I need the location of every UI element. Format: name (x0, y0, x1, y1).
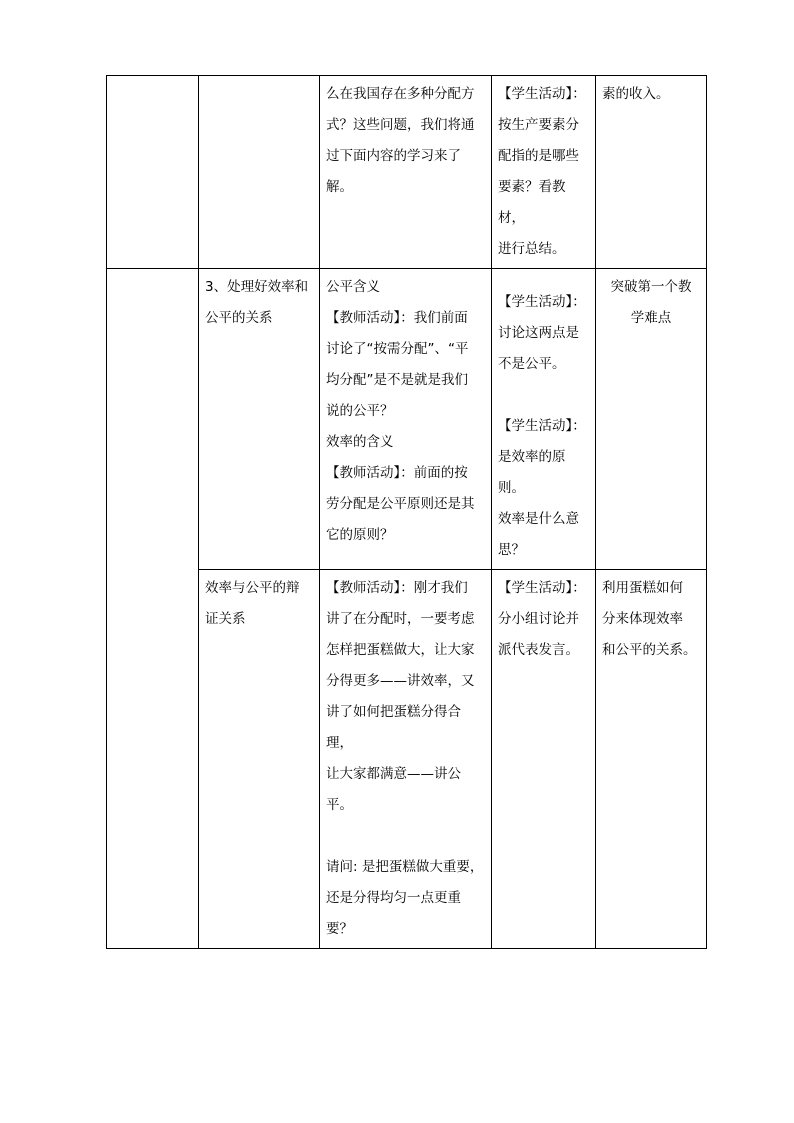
text-line: 【学生活动】： (498, 418, 586, 434)
student-activity-cell (492, 269, 596, 570)
text-line: 要？ (326, 921, 353, 937)
lesson-plan-table (106, 75, 707, 949)
text-line: 【教师活动】：前面的按 (326, 465, 468, 481)
content-cell (320, 76, 492, 269)
text-line: 突破第一个教 (610, 279, 692, 295)
text-line: 效率是什么意 (498, 511, 579, 527)
text-line: 式？这些问题，我们将通 (326, 117, 475, 133)
design-intent-cell (596, 570, 707, 949)
text-line: 【教师活动】：刚才我们 (326, 580, 468, 596)
text-line: 进行总结。 (498, 241, 566, 257)
text-line: 学难点 (630, 310, 672, 326)
step-cell (199, 570, 320, 949)
text-line: 是效率的原则。 (498, 449, 566, 496)
text-line: 配指的是哪些 (498, 148, 579, 164)
table-row (107, 269, 707, 570)
text-line: 它的原则？ (326, 527, 394, 543)
step-cell (199, 269, 320, 570)
student-activity-cell (492, 570, 596, 949)
content-cell (320, 570, 492, 949)
design-intent-cell (596, 269, 707, 570)
text-line: 素的收入。 (602, 86, 670, 102)
text-line: 过下面内容的学习来了解。 (326, 148, 461, 195)
text-line: 讲了如何把蛋糕分得合理， (326, 704, 461, 751)
text-line: 么在我国存在多种分配方 (326, 86, 475, 102)
text-line: 不是公平。 (498, 356, 566, 372)
text-line: 讲了在分配时，一要考虑 (326, 611, 475, 627)
spacer (498, 380, 589, 411)
student-activity-cell (492, 76, 596, 269)
text-line: 要素？看教材， (498, 179, 566, 226)
text-line: 分小组讨论并 (498, 611, 579, 627)
step-cell (199, 76, 320, 269)
text-line: 还是分得均匀一点更重 (326, 890, 461, 906)
design-intent-cell (596, 76, 707, 269)
text-line: 思？ (498, 542, 525, 558)
text-line: 派代表发言。 (498, 642, 579, 658)
text-line: 公平含义 (326, 279, 380, 295)
text-line: 按生产要素分 (498, 117, 579, 133)
spacer (326, 821, 485, 852)
text-line: 怎样把蛋糕做大，让大家 (326, 642, 475, 658)
text-line: 和公平的关系。 (602, 642, 697, 658)
text-line: 【教师活动】：我们前面 (326, 310, 468, 326)
text-line: 讨论这两点是 (498, 325, 579, 341)
text-line: 公平的关系 (205, 310, 273, 326)
text-line: 【学生活动】： (498, 86, 586, 102)
text-line: 【学生活动】： (498, 580, 586, 596)
text-line: 分来体现效率 (602, 611, 683, 627)
text-line: 说的公平？ (326, 403, 394, 419)
text-line: 效率的含义 (326, 434, 394, 450)
text-line: 证关系 (205, 611, 246, 627)
text-line: 利用蛋糕如何 (602, 580, 683, 596)
text-line: 分得更多——讲效率，又 (326, 673, 475, 689)
text-line: 【学生活动】： (498, 294, 586, 310)
text-line: 均分配”是不是就是我们 (326, 372, 468, 388)
content-cell (320, 269, 492, 570)
text-line: 劳分配是公平原则还是其 (326, 496, 475, 512)
segment-cell (107, 269, 199, 949)
text-line: 3、处理好效率和 (205, 279, 309, 295)
segment-cell (107, 76, 199, 269)
text-line: 让大家都满意——讲公平。 (326, 766, 461, 813)
table-row (107, 76, 707, 269)
text-line: 讨论了“按需分配”、“平 (326, 341, 469, 357)
text-line: 请问: 是把蛋糕做大重要， (326, 859, 484, 875)
text-line: 效率与公平的辩 (205, 580, 300, 596)
